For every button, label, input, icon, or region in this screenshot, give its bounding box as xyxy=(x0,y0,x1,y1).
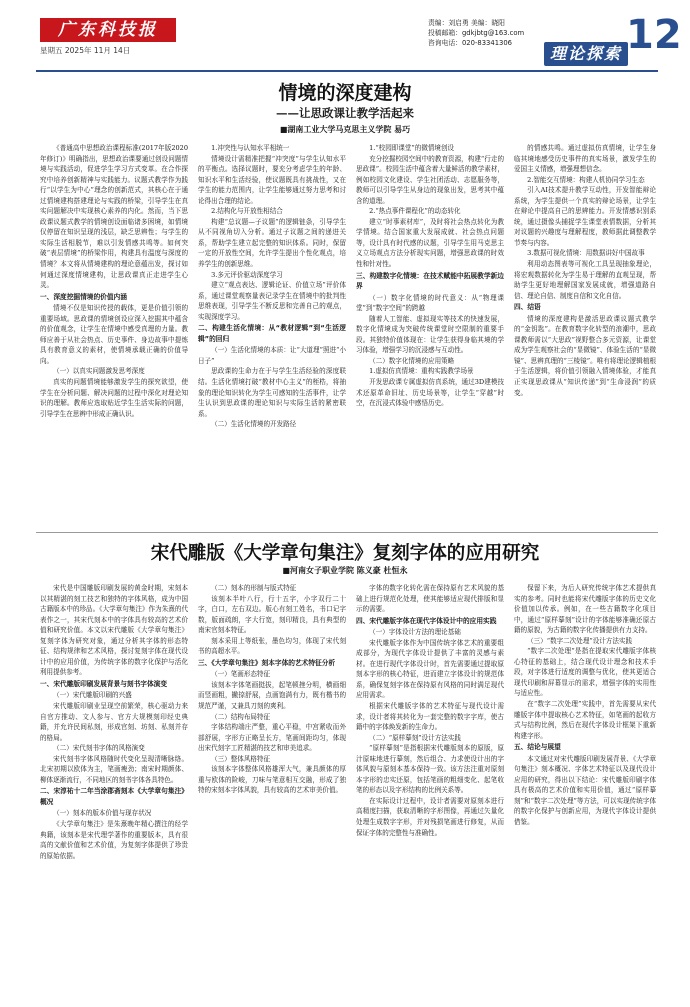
paragraph: 建立“时事素材库”，及时将社会热点转化为教学情境。结合国家重大发展成就、社会热点问题等，设计具有时代感的议题，引导学生用马克思主义立场观点方法分析现实问题，增强思政课的时效性和针对性。 xyxy=(356,217,504,269)
article2-title: 宋代雕版《大学章句集注》复刻字体的应用研究 xyxy=(150,543,540,564)
paragraph: （三）“数字二次处理”设计方法实践 xyxy=(527,636,632,645)
paragraph: （一）笔画形态特征 xyxy=(211,670,271,679)
article1-column-4 xyxy=(514,143,656,553)
paragraph: 在“数字二次处理”实践中，首先需要从宋代雕版字体中提取核心艺术特征，如笔画的起收方式与结构比例，然后在现代字体设计框架下重新构建字形。 xyxy=(514,700,656,740)
paragraph: 3.数据可视化情境：用数据讲好中国故事 xyxy=(527,249,645,258)
section-heading: 四、宋代雕版字体在现代字体设计中的应用实践 xyxy=(356,616,497,625)
section-heading: 一、宋代雕版印刷发展背景与刻书字体演变 xyxy=(40,679,168,688)
paragraph: 开发思政课专属虚拟仿真系统，通过3D建模技术还原革命旧址、历史场景等，让学生“穿越”时空，在沉浸式体验中感悟历史。 xyxy=(356,378,504,408)
article2-author: ■河南女子职业学院 陈义豪 杜恒永 xyxy=(282,566,408,575)
section-heading: 一、深度挖掘情境的价值内涵 xyxy=(40,292,127,301)
article1-column-1 xyxy=(40,143,188,553)
paragraph: 2.“热点事件课程化”的动态转化 xyxy=(369,207,461,216)
paragraph: 《大学章句集注》是朱熹晚年精心撰注的经学典籍，该刻本是宋代理学著作的重要版本，具有很高的文献价值和艺术价值，为复刻字体提供了珍贵的原始依据。 xyxy=(40,820,188,860)
paragraph: 《普通高中思想政治课程标准(2017年版2020年修订)》明确指出，思想政治课要通过创设问题情境与实践活动，促进学生学习方式变革。在合作探究中培养创新精神与实践能力。议题式教学作为践行“以学生为中心”理念的创新范式，其核心在于通过情境建构搭建理论与实践的桥梁，引导学生在真实问题解决中实现核心素养的内化。然而，当下思政课议题式教学的情境创设面临诸多困境，如情境仅停留在知识呈现的浅层，缺乏思辨性；与学生的实际生活相脱节，难以引发情感共鸣等。如何突破“表层情境”的桥梁作用，构建具有温度与深度的情境？本文将从情境建构的理论意蕴出发，探讨如何通过深度情境建构，让思政课真正走进学生心灵。 xyxy=(40,144,188,290)
section-heading: 二、构建生活化情境：从“教材逻辑”到“生活逻辑”的回归 xyxy=(198,324,346,343)
paragraph: 情境设计需精准把握“冲突度”与学生认知水平的平衡点。选择议题时，要充分考虑学生的年龄、知识水平和生活经验，使议题既具有挑战性，又在学生的能力范围内，让学生能够通过努力思考和讨论得出合理的结论。 xyxy=(198,154,346,205)
paragraph: 字体结构端庄严整，重心平稳，中宫紧收而外部舒展，字形方正略呈长方，笔画间距均匀，体现出宋代刻字工匠精湛的技艺和审美追求。 xyxy=(198,723,346,753)
paragraph: （三）整体风格特征 xyxy=(211,754,271,763)
article2-column-1 xyxy=(40,583,188,997)
masthead xyxy=(0,0,690,72)
paragraph: 充分挖掘校园空间中的教育资源，构建“行走的思政课”。校园生活中蕴含着大量鲜活的教学素材，例如校园文化建设、学生社团活动、志愿服务等，教师可以引导学生从身边的现象出发，思考其中蕴含的道理。 xyxy=(356,154,504,205)
paragraph: 该刻本字体整体风格雄浑大气，兼具颜体的厚重与欧体的险峻，刀味与笔意相互交融，形成了独特的宋刻本字体风貌，具有较高的艺术审美价值。 xyxy=(198,765,346,795)
paragraph: 宋代雕版字体作为中国传统字体艺术的重要组成部分，为现代字体设计提供了丰富的灵感与素材。在进行现代字体设计时，首先需要通过提取原刻本字形的核心特征，进而建立字体设计的规范体系，确保复刻字体在保持原有风格的同时满足现代应用需求。 xyxy=(356,638,504,700)
column-tag: 理论探索 xyxy=(544,42,628,66)
issue-date: 星期五 2025年 11月 14日 xyxy=(40,46,131,55)
paragraph: （一）生活化情境的本质：让“大道理”照进“小日子” xyxy=(198,346,346,365)
paragraph: 情境的深度建构是激活思政课议题式教学的“金钥匙”。在教育数字化转型的浪潮中，思政课教师需以“大思政”视野整合多元资源，让课堂成为学生观察社会的“显微镜”、体验生活的“显微镜”、思辨真理的“三棱镜”。唯有将理论逻辑植根于生活逻辑，将价值引领融入情境体验，才能真正实现思政课从“知识传递”到“生命浸润”的质变。 xyxy=(514,314,656,397)
paragraph: “原样摹刻”是指根据宋代雕版刻本的原版，原汁原味地进行摹刻，然后组合、力求使设计出的字体风貌与原刻本基本保持一致。该方法注重对原刻本字形的忠实还原，包括笔画的粗细变化、起笔收笔的形态以及字形结构的比例关系等。 xyxy=(356,744,504,795)
paragraph: 该刻本半叶八行，行十五字，小字双行二十字，白口，左右双边。版心有刻工姓名，书口记字数，版面疏朗，字大行宽，刻印精良，具有典型的南宋官刻本特征。 xyxy=(198,594,346,635)
paragraph: 思政课的生命力在于与学生生活经验的深度联结。生活化情境打破“教材中心主义”的桎梏，将抽象的理论知识转化为学生可感知的生活事件，让学生认识到思政课的理论知识与实际生活的紧密联系。 xyxy=(198,367,346,418)
paragraph: 建立“观点表达、逻辑论证、价值立场”评价体系，通过课堂观察量表记录学生在情境中的批判性思维表现，引导学生不断反思和完善自己的观点，实现深度学习。 xyxy=(198,281,346,321)
email-line: 投稿邮箱：gdkjbtg@163.com xyxy=(428,29,525,37)
paragraph: 1.虚拟仿真情境：重构实践教学场景 xyxy=(369,367,474,376)
paragraph: 构建“总议题—子议题”的逻辑链条，引导学生从不同视角切入分析。通过子议题之间的递进关系，帮助学生建立起完整的知识体系。同时，保留一定的开放性空间，允许学生提出个性化观点，培养学生的创新思维。 xyxy=(198,217,346,269)
section-heading: 三、构建数字化情境：在技术赋能中拓展教学新边界 xyxy=(356,271,504,291)
paragraph: 该刻本字体笔画挺拔，起笔顿挫分明，横画细而竖画粗，撇捺舒展，点画饱满有力，既有楷书的规范严谨，又兼具刀刻的爽利。 xyxy=(198,680,346,711)
editor-info xyxy=(428,18,524,48)
paragraph: 根据宋代雕版字体的艺术特征与现代设计需求，设计者将其转化为一套完整的数字字库，使古籍中的字体焕发新的生命力。 xyxy=(356,702,504,732)
section-heading: 五、结论与展望 xyxy=(514,743,561,752)
article1-column-3 xyxy=(356,143,504,553)
paragraph: （一）宋代雕版印刷的兴盛 xyxy=(53,691,132,700)
paragraph: 情境不仅是知识传授的载体，更是价值引领的重要场域。思政课的情境创设应深入挖掘其中蕴含的价值观念，让学生在情境中感受真理的力量。教师应善于从社会热点、历史事件、身边故事中提炼具有教育意义的素材，使情境承载正确的价值导向。 xyxy=(40,304,188,365)
article2-column-4 xyxy=(514,583,656,997)
paragraph: （二）生活化情境的开发路径 xyxy=(211,420,297,429)
paragraph: （二）数字化情境的应用策略 xyxy=(369,356,455,365)
paragraph: 的情感共鸣。通过虚拟仿真情境，让学生身临其境地感受历史事件的真实场景，激发学生的爱国主义情感，增强理想信念。 xyxy=(514,144,656,174)
paragraph: 真实的问题情境能够激发学生的探究欲望，使学生在分析问题、解决问题的过程中深化对理论知识的理解。教师应选取贴近学生生活实际的问题，引导学生在思辨中形成正确认识。 xyxy=(40,378,188,418)
paragraph: （二）“原样摹刻”设计方法实践 xyxy=(369,733,461,742)
paragraph: 1.冲突性与认知水平相统一 xyxy=(211,144,290,152)
paragraph: 3.多元评价驱动深度学习 xyxy=(211,270,283,279)
section-heading: 二、宋淳祐十二年当涂郡斋刻本《大学章句集注》概况 xyxy=(40,787,188,806)
paragraph: 宋代雕版印刷业呈现空前繁荣，核心驱动力来自官方推动、文人参与、官方大规模刻印经史典籍，并允许民间私刻，形成官刻、坊刻、私刻并存的格局。 xyxy=(40,702,188,742)
paragraph: （二）宋代刻书字体的风格演变 xyxy=(53,744,145,753)
paragraph: （一）字体设计方法的理论基础 xyxy=(369,628,461,637)
paragraph: 随着人工智能、虚拟现实等技术的快速发展，数字化情境成为突破传统课堂时空限制的重要手段。其独特价值体现在：让学生获得身临其境的学习体验，增强学习的沉浸感与互动性。 xyxy=(356,314,504,355)
newspaper-logo: 广东科技报 xyxy=(40,18,176,42)
paragraph: 2.智能交互情境：构建人机协同学习生态 xyxy=(527,175,645,184)
paragraph: （一）以真实问题激发思考深度 xyxy=(53,367,145,376)
paragraph: 保留下来，为后人研究传统字体艺术提供真实的参考。同时也能将宋代雕版字体的历史文化价值加以传承。例如，在一些古籍数字化项目中，通过“原样摹刻”设计的字体能够准确还原古籍的原貌，为古籍的数字化传播提供有力支持。 xyxy=(514,584,656,635)
page-number: 12 xyxy=(626,12,682,58)
article2-column-2 xyxy=(198,583,346,997)
paragraph: 引入AI技术提升教学互动性，开发智能辩论系统，为学生提供一个真实的辩论场景，让学生在辩论中提高自己的思辨能力。开发情感识别系统，通过摄像头捕捉学生课堂表情数据，分析其对议题的兴趣度与理解程度，教师据此调整教学节奏与内容。 xyxy=(514,186,656,247)
section-heading: 四、结语 xyxy=(514,303,541,312)
paragraph: （二）结构布局特征 xyxy=(211,712,271,721)
phone-line: 咨询电话：020-83341306 xyxy=(428,39,513,47)
article1-subtitle: ——让思政课让教学活起来 xyxy=(276,106,414,120)
paragraph: 宋代是中国雕版印刷发展的黄金时期，宋刻本以其精湛的刻工技艺和独特的字体风格，成为中国古籍版本中的珍品。《大学章句集注》作为朱熹的代表作之一，其宋代刻本中的字体具有较高的艺术价值和研究价值。本文以宋代雕版《大学章句集注》复刻字体为研究对象，通过分析其字体的形态特征、结构规律和艺术风格，探讨复刻字体在现代设计中的应用价值，为传统字体的数字化保护与活化利用提供参考。 xyxy=(40,584,188,677)
article2-column-3 xyxy=(356,583,504,997)
paragraph: 本文通过对宋代雕版印刷发展背景、《大学章句集注》刻本概况、字体艺术特征以及现代设计应用的研究，得出以下结论：宋代雕版印刷字体具有极高的艺术价值和实用价值，通过“原样摹刻”和“数字二次处理”等方法，可以实现传统字体的数字化保护与创新应用，为现代字体设计提供借鉴。 xyxy=(514,754,656,827)
paragraph: （二）刻本的形制与版式特征 xyxy=(211,584,297,592)
section-heading: 三、《大学章句集注》刻本字体的艺术特征分析 xyxy=(198,658,336,667)
header-divider xyxy=(36,70,658,72)
paragraph: 宋代刻书字体风格随时代变化呈现清晰脉络。北宋初期以欧体为主，笔画瘦劲；南宋时期颜体、柳体逐渐流行，不同地区的刻书字体各具特色。 xyxy=(40,754,188,784)
paragraph: （一）数字化情境的时代意义：从“物理课堂”到“数字空间”的跨越 xyxy=(356,293,504,313)
article1-author: ■湖南工业大学马克思主义学院 易巧 xyxy=(279,125,411,134)
paragraph: 在实际设计过程中，设计者需要对原刻本进行高精度扫描，获取清晰的字形图像，再通过矢量化处理生成数字字形，并对残损笔画进行修复，从而保证字体的完整性与准确性。 xyxy=(356,796,504,837)
paragraph: 刻本采用上等纸张，墨色均匀，体现了宋代刻书的高超水平。 xyxy=(198,636,346,656)
paragraph: 字体的数字化转化需在保持原有艺术风貌的基础上进行规范化处理，使其能够适应现代排版和显示的需要。 xyxy=(356,584,504,614)
paragraph: 1.“校园即课堂”的微情境创设 xyxy=(369,144,455,152)
paragraph: 2.结构化与开放性相结合 xyxy=(211,207,283,216)
paragraph: “数字二次处理”是指在提取宋代雕版字体核心特征的基础上，结合现代设计理念和技术手段，对字体进行适度的调整与优化，使其更适合现代印刷和屏幕显示的需求，增强字体的实用性与适应性。 xyxy=(514,647,656,698)
paragraph: （一）刻本的版本价值与现存状况 xyxy=(53,809,152,818)
article-divider xyxy=(36,532,658,533)
article1-column-2 xyxy=(198,143,346,553)
paragraph: 利用动态图表等可视化工具呈现抽象理论，将宏观数据转化为学生易于理解的直观呈现，帮助学生更好地理解国家发展成就，增强道路自信、理论自信、制度自信和文化自信。 xyxy=(514,260,656,300)
editor-line: 责编：刘启勇 美编：晓阳 xyxy=(428,19,505,27)
article1-title: 情境的深度建构 xyxy=(278,82,412,104)
